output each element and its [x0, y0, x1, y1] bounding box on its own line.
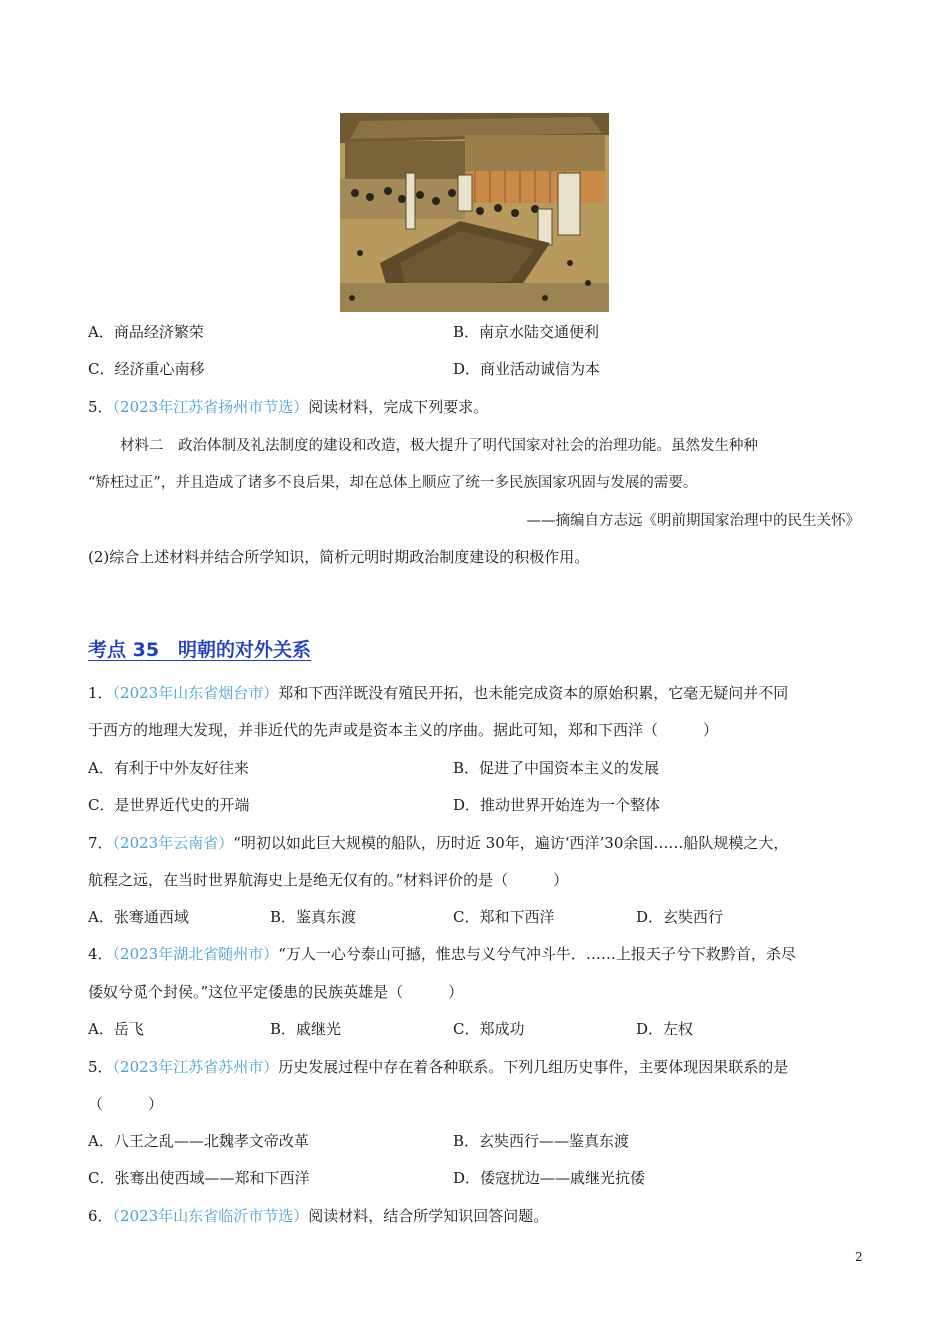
- question-5-part-2: (2)综合上述材料并结合所学知识，简析元明时期政治制度建设的积极作用。: [88, 548, 590, 566]
- q4-option-d[interactable]: D．左权: [636, 1020, 694, 1038]
- q7-option-c[interactable]: C．郑和下西洋: [453, 908, 555, 926]
- q7-option-a[interactable]: A．张骞通西域: [88, 908, 189, 926]
- question-text: 历史发展过程中存在着各种联系。下列几组历史事件，主要体现因果联系的是: [278, 1058, 789, 1076]
- q4-option-b[interactable]: B．戚继光: [270, 1020, 342, 1038]
- prev-option-c[interactable]: C．经济重心南移: [88, 360, 205, 378]
- q7-option-d[interactable]: D．玄奘西行: [636, 908, 724, 926]
- question-number: 4．: [88, 945, 113, 963]
- section-heading: 考点 35 明朝的对外关系: [88, 639, 312, 661]
- q5b-option-c[interactable]: C．张骞出使西域——郑和下西洋: [88, 1169, 310, 1187]
- question-source: （2023年山东省烟台市）: [112, 684, 279, 702]
- q1-option-b[interactable]: B．促进了中国资本主义的发展: [453, 759, 660, 777]
- prev-option-a[interactable]: A．商品经济繁荣: [88, 323, 204, 341]
- q1-option-c[interactable]: C．是世界近代史的开端: [88, 796, 250, 814]
- question-1: [88, 682, 788, 703]
- question-5-suzhou: [88, 1056, 788, 1077]
- question-stem: 阅读材料，完成下列要求。: [308, 398, 489, 416]
- material-line-2: “矫枉过正”，并且造成了诸多不良后果，却在总体上顺应了统一多民族国家巩固与发展的需要。: [88, 475, 698, 491]
- question-1-line-2: 于西方的地理大发现，并非近代的先声或是资本主义的序曲。据此可知，郑和下西洋（ ）: [88, 721, 719, 739]
- question-source: （2023年江苏省扬州市节选）: [112, 398, 309, 416]
- prev-option-d[interactable]: D．商业活动诚信为本: [453, 360, 601, 378]
- question-number: 1．: [88, 684, 113, 702]
- question-source: （2023年江苏省苏州市）: [112, 1058, 279, 1076]
- q5b-option-a[interactable]: A．八王之乱——北魏孝文帝改革: [88, 1132, 309, 1150]
- q5b-option-d[interactable]: D．倭寇扰边——戚继光抗倭: [453, 1169, 646, 1187]
- ming-street-scene-painting: [340, 113, 609, 312]
- question-number: 5．: [88, 1058, 113, 1076]
- question-4: [88, 943, 796, 964]
- question-source: （2023年云南省）: [112, 834, 234, 852]
- question-number: 7．: [88, 834, 113, 852]
- question-5-yangzhou: [88, 396, 488, 417]
- question-text: “万人一心兮泰山可撼，惟忠与义兮气冲斗牛．……上报天子兮下救黔首，杀尽: [278, 945, 796, 963]
- question-4-line-2: 倭奴兮觅个封侯。”这位平定倭患的民族英雄是（ ）: [88, 983, 464, 1001]
- page-number: 2: [855, 1250, 863, 1264]
- question-text: 郑和下西洋既没有殖民开拓，也未能完成资本的原始积累，它毫无疑问并不同: [278, 684, 789, 702]
- q1-option-a[interactable]: A．有利于中外友好往来: [88, 759, 249, 777]
- q4-option-a[interactable]: A．岳飞: [88, 1020, 144, 1038]
- q1-option-d[interactable]: D．推动世界开始连为一个整体: [453, 796, 661, 814]
- material-line-1: 材料二 政治体制及礼法制度的建设和改造，极大提升了明代国家对社会的治理功能。虽然发生种种: [120, 438, 758, 454]
- question-7: [88, 832, 788, 853]
- question-7-line-2: 航程之远，在当时世界航海史上是绝无仅有的。”材料评价的是（ ）: [88, 871, 569, 889]
- material-citation: ——摘编自方志远《明前期国家治理中的民生关怀》: [526, 513, 860, 529]
- question-number: 6．: [88, 1207, 113, 1225]
- q5b-option-b[interactable]: B．玄奘西行——鉴真东渡: [453, 1132, 630, 1150]
- q4-option-c[interactable]: C．郑成功: [453, 1020, 525, 1038]
- q7-option-b[interactable]: B．鉴真东渡: [270, 908, 357, 926]
- question-6: [88, 1205, 548, 1226]
- question-source: （2023年湖北省随州市）: [112, 945, 279, 963]
- question-number: 5．: [88, 398, 113, 416]
- question-text: “明初以如此巨大规模的船队，历时近 30年，遍访‘西洋’30余国……船队规模之大，: [233, 834, 789, 852]
- question-stem: 阅读材料，结合所学知识回答问题。: [308, 1207, 549, 1225]
- question-source: （2023年山东省临沂市节选）: [112, 1207, 309, 1225]
- question-5-suzhou-line-2: （ ）: [88, 1095, 164, 1113]
- prev-option-b[interactable]: B．南京水陆交通便利: [453, 323, 600, 341]
